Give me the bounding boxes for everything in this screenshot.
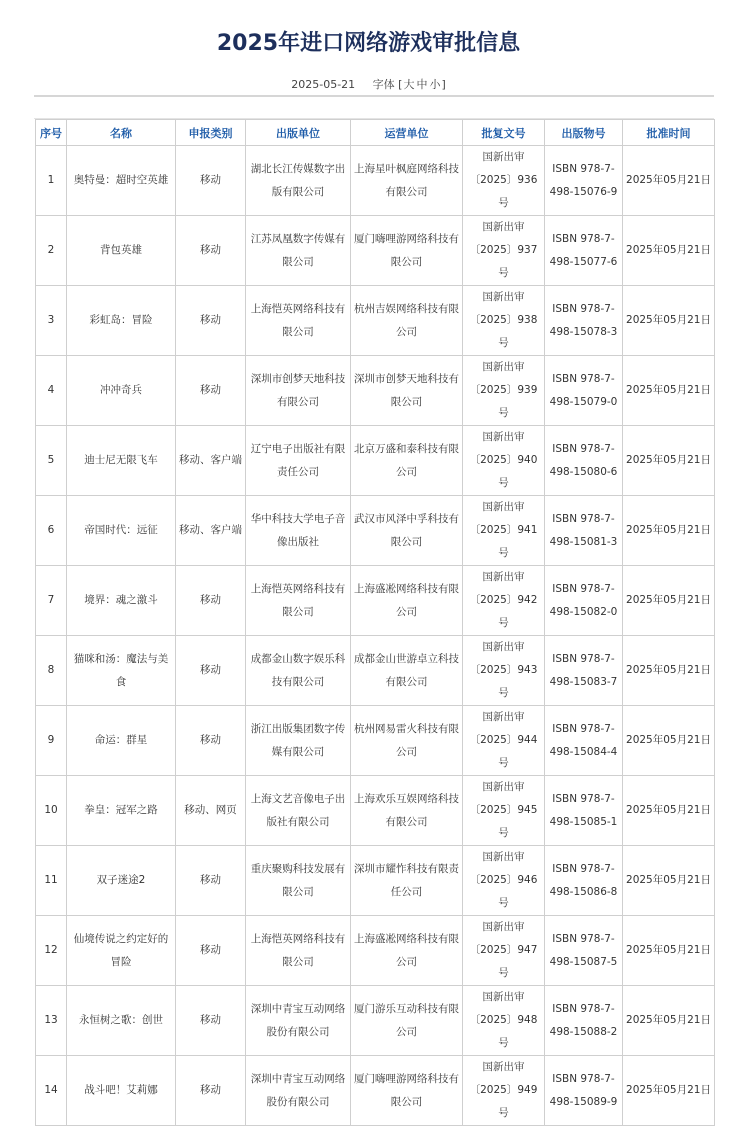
isbn-line-2: 498-15086-8	[549, 885, 618, 898]
approval-line-2: 〔2025〕937号	[469, 244, 538, 279]
cell-game-name: 境界：魂之激斗	[67, 566, 176, 636]
isbn-line-2: 498-15088-2	[549, 1025, 618, 1038]
cell-isbn	[545, 356, 623, 426]
cell-approval-date: 2025年05月21日	[623, 846, 715, 916]
approval-line-2: 〔2025〕945号	[469, 804, 538, 839]
isbn-line-1: ISBN 978-7-	[552, 1072, 615, 1085]
cell-operator: 成都金山世游卓立科技有限公司	[351, 636, 463, 706]
isbn-line-1: ISBN 978-7-	[552, 722, 615, 735]
font-size-bracket-close: ]	[441, 78, 446, 91]
table-row	[36, 846, 715, 916]
cell-category: 移动	[176, 986, 246, 1056]
cell-approval-date: 2025年05月21日	[623, 146, 715, 216]
font-size-small-link[interactable]: 小	[429, 78, 441, 91]
cell-category: 移动、网页	[176, 776, 246, 846]
cell-operator: 厦门嗨哩游网络科技有限公司	[351, 216, 463, 286]
cell-isbn	[545, 566, 623, 636]
cell-no: 8	[36, 636, 67, 706]
cell-publisher: 辽宁电子出版社有限责任公司	[246, 426, 351, 496]
isbn-line-2: 498-15078-3	[549, 325, 618, 338]
font-size-medium-link[interactable]: 中	[416, 78, 428, 91]
cell-approval-date: 2025年05月21日	[623, 1056, 715, 1126]
isbn-line-2: 498-15084-4	[549, 745, 618, 758]
isbn-line-1: ISBN 978-7-	[552, 792, 615, 805]
cell-no: 3	[36, 286, 67, 356]
isbn-line-2: 498-15076-9	[549, 185, 618, 198]
cell-approval-no	[463, 986, 545, 1056]
cell-no: 2	[36, 216, 67, 286]
cell-category: 移动	[176, 636, 246, 706]
isbn-line-2: 498-15089-9	[549, 1095, 618, 1108]
cell-category: 移动	[176, 846, 246, 916]
cell-game-name: 拳皇：冠军之路	[67, 776, 176, 846]
isbn-line-1: ISBN 978-7-	[552, 1002, 615, 1015]
header-divider	[34, 95, 714, 97]
approval-line-2: 〔2025〕941号	[469, 524, 538, 559]
cell-game-name: 奥特曼：超时空英雄	[67, 146, 176, 216]
table-row	[36, 986, 715, 1056]
cell-operator: 上海星叶枫庭网络科技有限公司	[351, 146, 463, 216]
cell-no: 10	[36, 776, 67, 846]
header-approval-no: 批复文号	[463, 120, 545, 146]
header-publisher: 出版单位	[246, 120, 351, 146]
approval-table	[35, 119, 715, 1126]
approval-line-1: 国新出审	[482, 711, 525, 723]
cell-approval-no	[463, 776, 545, 846]
cell-game-name: 永恒树之歌：创世	[67, 986, 176, 1056]
header-approval-date: 批准时间	[623, 120, 715, 146]
cell-category: 移动	[176, 916, 246, 986]
cell-approval-no	[463, 636, 545, 706]
approval-line-2: 〔2025〕949号	[469, 1084, 538, 1119]
cell-approval-date: 2025年05月21日	[623, 916, 715, 986]
cell-approval-date: 2025年05月21日	[623, 286, 715, 356]
cell-approval-no	[463, 146, 545, 216]
cell-isbn	[545, 986, 623, 1056]
isbn-line-2: 498-15085-1	[549, 815, 618, 828]
cell-isbn	[545, 146, 623, 216]
approval-line-1: 国新出审	[482, 571, 525, 583]
table-row	[36, 356, 715, 426]
cell-isbn	[545, 636, 623, 706]
approval-line-1: 国新出审	[482, 501, 525, 513]
cell-game-name: 双子迷途2	[67, 846, 176, 916]
cell-game-name: 帝国时代：远征	[67, 496, 176, 566]
table-row	[36, 566, 715, 636]
approval-line-1: 国新出审	[482, 781, 525, 793]
cell-game-name: 冲冲奇兵	[67, 356, 176, 426]
article-meta	[0, 76, 737, 92]
isbn-line-1: ISBN 978-7-	[552, 932, 615, 945]
cell-publisher: 上海恺英网络科技有限公司	[246, 286, 351, 356]
approval-line-1: 国新出审	[482, 221, 525, 233]
cell-approval-no	[463, 846, 545, 916]
isbn-line-1: ISBN 978-7-	[552, 862, 615, 875]
cell-operator: 杭州网易雷火科技有限公司	[351, 706, 463, 776]
cell-publisher: 江苏凤凰数字传媒有限公司	[246, 216, 351, 286]
cell-no: 11	[36, 846, 67, 916]
cell-no: 12	[36, 916, 67, 986]
approval-line-2: 〔2025〕946号	[469, 874, 538, 909]
header-operator: 运营单位	[351, 120, 463, 146]
cell-game-name: 命运：群星	[67, 706, 176, 776]
isbn-line-1: ISBN 978-7-	[552, 652, 615, 665]
cell-category: 移动	[176, 356, 246, 426]
approval-line-2: 〔2025〕936号	[469, 174, 538, 209]
approval-line-1: 国新出审	[482, 641, 525, 653]
isbn-line-2: 498-15080-6	[549, 465, 618, 478]
cell-operator: 北京万盛和泰科技有限公司	[351, 426, 463, 496]
cell-category: 移动、客户端	[176, 426, 246, 496]
cell-operator: 厦门嗨哩游网络科技有限公司	[351, 1056, 463, 1126]
cell-isbn	[545, 846, 623, 916]
cell-game-name: 背包英雄	[67, 216, 176, 286]
isbn-line-2: 498-15079-0	[549, 395, 618, 408]
approval-line-2: 〔2025〕942号	[469, 594, 538, 629]
cell-category: 移动	[176, 216, 246, 286]
page-title: 2025年进口网络游戏审批信息	[216, 31, 521, 56]
cell-isbn	[545, 706, 623, 776]
cell-approval-date: 2025年05月21日	[623, 706, 715, 776]
cell-isbn	[545, 426, 623, 496]
cell-approval-date: 2025年05月21日	[623, 216, 715, 286]
approval-line-2: 〔2025〕938号	[469, 314, 538, 349]
approval-line-2: 〔2025〕947号	[469, 944, 538, 979]
publish-date: 2025-05-21	[291, 78, 356, 91]
table-row	[36, 216, 715, 286]
isbn-line-1: ISBN 978-7-	[552, 582, 615, 595]
cell-publisher: 上海恺英网络科技有限公司	[246, 916, 351, 986]
cell-publisher: 湖北长江传媒数字出版有限公司	[246, 146, 351, 216]
cell-game-name: 战斗吧！艾莉娜	[67, 1056, 176, 1126]
cell-approval-no	[463, 566, 545, 636]
font-size-large-link[interactable]: 大	[403, 78, 415, 91]
isbn-line-1: ISBN 978-7-	[552, 512, 615, 525]
approval-line-1: 国新出审	[482, 361, 525, 373]
isbn-line-2: 498-15081-3	[549, 535, 618, 548]
approval-line-1: 国新出审	[482, 921, 525, 933]
cell-isbn	[545, 916, 623, 986]
approval-line-1: 国新出审	[482, 1061, 525, 1073]
cell-no: 7	[36, 566, 67, 636]
cell-publisher: 华中科技大学电子音像出版社	[246, 496, 351, 566]
cell-publisher: 浙江出版集团数字传媒有限公司	[246, 706, 351, 776]
table-row	[36, 776, 715, 846]
table-row	[36, 1056, 715, 1126]
cell-operator: 深圳市耀怍科技有限责任公司	[351, 846, 463, 916]
cell-game-name: 迪士尼无限飞车	[67, 426, 176, 496]
cell-publisher: 深圳市创梦天地科技有限公司	[246, 356, 351, 426]
cell-isbn	[545, 496, 623, 566]
isbn-line-1: ISBN 978-7-	[552, 372, 615, 385]
cell-game-name: 猫咪和汤：魔法与美食	[67, 636, 176, 706]
approval-line-1: 国新出审	[482, 291, 525, 303]
cell-category: 移动、客户端	[176, 496, 246, 566]
font-size-label: 字体	[372, 78, 395, 91]
cell-approval-no	[463, 496, 545, 566]
cell-approval-no	[463, 216, 545, 286]
approval-line-2: 〔2025〕948号	[469, 1014, 538, 1049]
cell-game-name: 彩虹岛：冒险	[67, 286, 176, 356]
cell-isbn	[545, 776, 623, 846]
approval-line-2: 〔2025〕939号	[469, 384, 538, 419]
cell-approval-date: 2025年05月21日	[623, 776, 715, 846]
table-header-row	[36, 120, 715, 146]
cell-approval-no	[463, 1056, 545, 1126]
cell-category: 移动	[176, 146, 246, 216]
cell-category: 移动	[176, 286, 246, 356]
cell-approval-date: 2025年05月21日	[623, 986, 715, 1056]
isbn-line-1: ISBN 978-7-	[552, 442, 615, 455]
cell-approval-no	[463, 706, 545, 776]
cell-no: 6	[36, 496, 67, 566]
table-row	[36, 916, 715, 986]
header-isbn: 出版物号	[545, 120, 623, 146]
cell-no: 9	[36, 706, 67, 776]
header-category: 申报类别	[176, 120, 246, 146]
cell-approval-no	[463, 286, 545, 356]
cell-approval-date: 2025年05月21日	[623, 496, 715, 566]
cell-approval-no	[463, 426, 545, 496]
approval-line-1: 国新出审	[482, 851, 525, 863]
cell-approval-no	[463, 356, 545, 426]
isbn-line-1: ISBN 978-7-	[552, 162, 615, 175]
approval-line-1: 国新出审	[482, 151, 525, 163]
approval-line-1: 国新出审	[482, 431, 525, 443]
approval-line-2: 〔2025〕943号	[469, 664, 538, 699]
approval-line-2: 〔2025〕940号	[469, 454, 538, 489]
isbn-line-2: 498-15077-6	[549, 255, 618, 268]
cell-no: 1	[36, 146, 67, 216]
cell-publisher: 上海恺英网络科技有限公司	[246, 566, 351, 636]
isbn-line-1: ISBN 978-7-	[552, 232, 615, 245]
cell-category: 移动	[176, 566, 246, 636]
cell-approval-date: 2025年05月21日	[623, 356, 715, 426]
approval-line-2: 〔2025〕944号	[469, 734, 538, 769]
header-no: 序号	[36, 120, 67, 146]
cell-publisher: 重庆聚购科技发展有限公司	[246, 846, 351, 916]
cell-no: 14	[36, 1056, 67, 1126]
cell-isbn	[545, 1056, 623, 1126]
cell-no: 4	[36, 356, 67, 426]
approval-line-1: 国新出审	[482, 991, 525, 1003]
cell-operator: 深圳市创梦天地科技有限公司	[351, 356, 463, 426]
cell-approval-date: 2025年05月21日	[623, 426, 715, 496]
cell-publisher: 上海文艺音像电子出版社有限公司	[246, 776, 351, 846]
isbn-line-1: ISBN 978-7-	[552, 302, 615, 315]
cell-approval-no	[463, 916, 545, 986]
isbn-line-2: 498-15083-7	[549, 675, 618, 688]
cell-publisher: 深圳中青宝互动网络股份有限公司	[246, 986, 351, 1056]
cell-isbn	[545, 216, 623, 286]
cell-operator: 上海盛凇网络科技有限公司	[351, 566, 463, 636]
font-size-bracket-open: [	[398, 78, 403, 91]
font-size-switcher	[373, 78, 446, 91]
cell-operator: 上海盛凇网络科技有限公司	[351, 916, 463, 986]
table-row	[36, 496, 715, 566]
cell-operator: 厦门游乐互动科技有限公司	[351, 986, 463, 1056]
cell-no: 5	[36, 426, 67, 496]
cell-approval-date: 2025年05月21日	[623, 566, 715, 636]
table-row	[36, 286, 715, 356]
cell-operator: 杭州吉娱网络科技有限公司	[351, 286, 463, 356]
cell-no: 13	[36, 986, 67, 1056]
cell-isbn	[545, 286, 623, 356]
cell-operator: 上海欢乐互娱网络科技有限公司	[351, 776, 463, 846]
cell-operator: 武汉市风泽中孚科技有限公司	[351, 496, 463, 566]
cell-category: 移动	[176, 706, 246, 776]
header-name: 名称	[67, 120, 176, 146]
cell-approval-date: 2025年05月21日	[623, 636, 715, 706]
cell-category: 移动	[176, 1056, 246, 1126]
cell-game-name: 仙境传说之约定好的冒险	[67, 916, 176, 986]
cell-publisher: 深圳中青宝互动网络股份有限公司	[246, 1056, 351, 1126]
table-row	[36, 706, 715, 776]
table-row	[36, 146, 715, 216]
cell-publisher: 成都金山数字娱乐科技有限公司	[246, 636, 351, 706]
isbn-line-2: 498-15087-5	[549, 955, 618, 968]
isbn-line-2: 498-15082-0	[549, 605, 618, 618]
table-row	[36, 426, 715, 496]
table-row	[36, 636, 715, 706]
